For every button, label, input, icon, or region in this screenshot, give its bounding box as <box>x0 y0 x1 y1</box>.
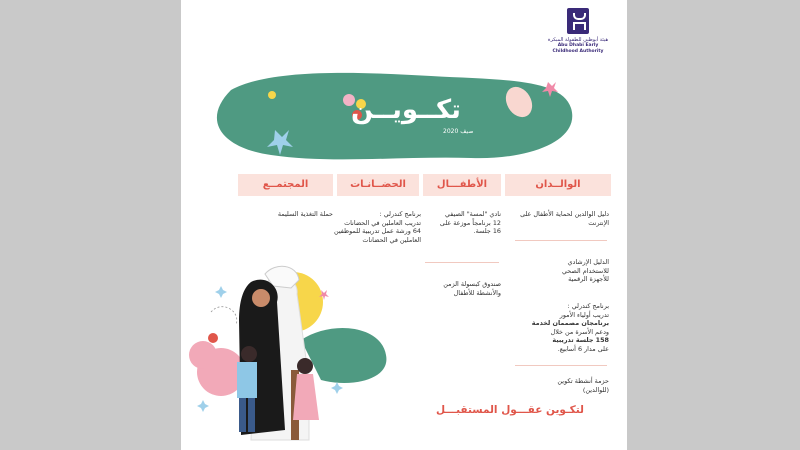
nurseries-item-1: برنامج كندرلي : تدريب العاملين في الحضانات 64 ورشة عمل تدريبية للموظفين العاملين في الحضانات <box>333 210 421 244</box>
logo-org-en-1: Abu Dhabi Early <box>557 43 599 48</box>
community-item-1: حملة التغذية السليمة <box>277 210 333 218</box>
parents-item-2: الدليل الإرشادي للاستخدام الصحي للأجهزة الرقمية <box>561 258 609 283</box>
girl-head <box>297 358 313 374</box>
girl-dress <box>293 374 319 420</box>
logo-org-en-2: Childhood Authority <box>552 49 604 54</box>
blue-sparkle-icon <box>215 286 227 298</box>
divider <box>515 365 607 366</box>
yellow-dot <box>268 91 276 99</box>
logo-org-ar: هيئة أبوظبي للطفولة المبكرة <box>547 37 609 43</box>
title-season: صيف 2020 <box>443 128 474 135</box>
boy-head <box>241 346 257 362</box>
children-item-1: نادي "لمسة" الصيفي 12 برنامجاً موزعة على 16 جلسة. <box>439 210 501 235</box>
header-nurseries: الحضــانـات <box>337 174 419 196</box>
divider <box>515 240 607 241</box>
logo <box>543 8 613 55</box>
header-parents: الوالــدان <box>505 174 611 196</box>
divider <box>425 262 499 263</box>
blue-sparkle-icon <box>331 382 343 394</box>
parents-item-4: حزمة أنشطة تكوين (للوالدين) <box>557 377 609 394</box>
boy-body <box>237 362 257 398</box>
page-title: تكــويــن <box>351 95 461 125</box>
green-hill <box>301 328 386 383</box>
family-illustration <box>181 230 401 450</box>
parents-item-1: دليل الوالدين لحماية الأطفال على الإنترنت <box>520 210 609 227</box>
poster <box>181 0 627 450</box>
tagline: لتكـوين عقـــول المستقبـــل <box>436 404 584 416</box>
parents-item-3: برنامج كندرلي : تدريب أولياء الأمور برنامجان مصممان لخدمة ودعم الأسرة من خلال 158 جلسة تدريبية على مدار 6 أسابيع. <box>531 302 609 353</box>
pink-bush <box>189 341 217 369</box>
coral-heart-icon <box>208 333 218 343</box>
adeca-logo-icon <box>567 8 589 34</box>
header-community: المجتمــع <box>238 174 333 196</box>
blue-sparkle-icon <box>197 400 209 412</box>
header-children: الأطفـــال <box>423 174 501 196</box>
children-item-2: صندوق كبسولة الزمن والأنشطة للأطفال <box>443 280 501 297</box>
